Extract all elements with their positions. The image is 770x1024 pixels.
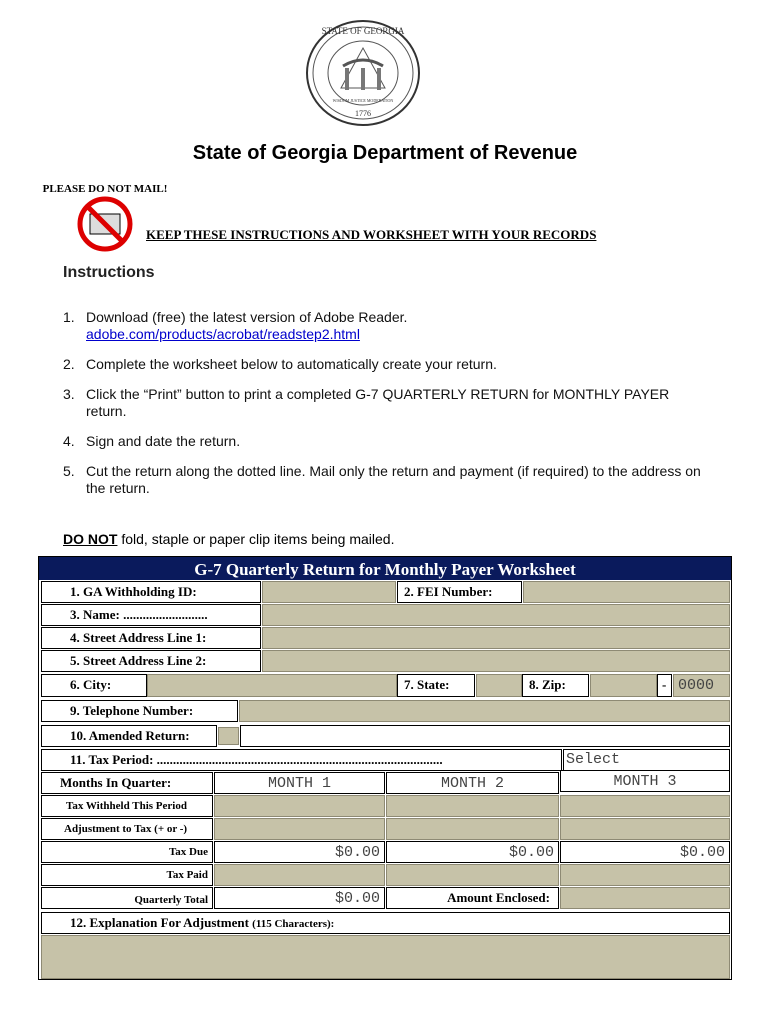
withholding-id-label: 1. GA Withholding ID: (41, 581, 261, 603)
fei-number-input[interactable] (523, 581, 730, 603)
tax-paid-month-2-input[interactable] (386, 864, 559, 886)
telephone-input[interactable] (239, 700, 730, 722)
seal-text: STATE OF GEORGIA (321, 26, 405, 36)
tax-due-month-1: $0.00 (214, 841, 385, 863)
list-item: 4. Sign and date the return. (63, 433, 241, 449)
list-item: 2. Complete the worksheet below to automatically create your return. (63, 356, 497, 372)
amended-return-checkbox[interactable] (218, 727, 239, 745)
explanation-textarea[interactable] (41, 935, 730, 979)
worksheet-title: G-7 Quarterly Return for Monthly Payer Worksheet (39, 557, 731, 580)
month-3-header: MONTH 3 (560, 770, 730, 792)
state-input[interactable] (476, 674, 522, 697)
city-label: 6. City: (41, 674, 147, 697)
city-input[interactable] (147, 674, 397, 697)
street-line2-label: 5. Street Address Line 2: (41, 650, 261, 672)
telephone-label: 9. Telephone Number: (41, 700, 238, 722)
tax-due-month-2: $0.00 (386, 841, 559, 863)
adjustment-month-3-input[interactable] (560, 818, 730, 840)
zip-extension-input[interactable]: 0000 (673, 674, 730, 697)
street-line1-label: 4. Street Address Line 1: (41, 627, 261, 649)
keep-records-notice: KEEP THESE INSTRUCTIONS AND WORKSHEET WITH YOUR RECORDS (146, 227, 597, 242)
month-2-header: MONTH 2 (386, 772, 559, 794)
instructions-heading: Instructions (63, 264, 155, 281)
zip-label: 8. Zip: (522, 674, 589, 697)
withholding-id-input[interactable] (262, 581, 396, 603)
list-item: 3. Click the “Print” button to print a completed G-7 QUARTERLY RETURN for MONTHLY PAYER return. (63, 386, 670, 419)
month-1-header: MONTH 1 (214, 772, 385, 794)
amended-row-fill (240, 725, 730, 747)
do-not-mail-stamp (42, 178, 168, 258)
instructions-list (63, 309, 703, 510)
zip-dash: - (657, 674, 672, 697)
stamp-text: PLEASE DO NOT MAIL! (42, 183, 168, 195)
georgia-state-seal (303, 18, 423, 128)
page-title: State of Georgia Department of Revenue (192, 142, 578, 164)
adjustment-label: Adjustment to Tax (+ or -) (41, 818, 213, 840)
tax-due-month-3: $0.00 (560, 841, 730, 863)
list-item: 1. Download (free) the latest version of Adobe Reader. adobe.com/products/acrobat/readstep2.html (63, 309, 408, 342)
explanation-label: 12. Explanation For Adjustment (115 Characters): (41, 912, 730, 934)
amount-enclosed-label: Amount Enclosed: (386, 887, 559, 909)
name-input[interactable] (262, 604, 730, 626)
months-in-quarter-label: Months In Quarter: (41, 772, 213, 794)
zip-input[interactable] (590, 674, 657, 697)
name-label: 3. Name: .......................... (41, 604, 261, 626)
tax-paid-month-3-input[interactable] (560, 864, 730, 886)
tax-period-label: 11. Tax Period: ........................................................................................ (41, 749, 562, 771)
adobe-reader-link[interactable]: adobe.com/products/acrobat/readstep2.html (86, 326, 360, 342)
worksheet (38, 556, 732, 980)
quarterly-total-label: Quarterly Total (41, 887, 213, 909)
state-label: 7. State: (397, 674, 475, 697)
tax-withheld-month-3-input[interactable] (560, 795, 730, 817)
tax-withheld-month-1-input[interactable] (214, 795, 385, 817)
tax-paid-label: Tax Paid (41, 864, 213, 886)
tax-withheld-month-2-input[interactable] (386, 795, 559, 817)
tax-withheld-label: Tax Withheld This Period (41, 795, 213, 817)
tax-paid-month-1-input[interactable] (214, 864, 385, 886)
adjustment-month-1-input[interactable] (214, 818, 385, 840)
quarterly-total-value: $0.00 (214, 887, 385, 909)
amended-return-label: 10. Amended Return: (41, 725, 217, 747)
list-item: 5. Cut the return along the dotted line. Mail only the return and payment (if required) to the address on the return. (63, 463, 701, 496)
seal-year: 1776 (355, 109, 371, 118)
fei-number-label: 2. FEI Number: (397, 581, 522, 603)
adjustment-month-2-input[interactable] (386, 818, 559, 840)
tax-period-select[interactable]: Select (563, 749, 730, 771)
do-not-fold-notice: DO NOT fold, staple or paper clip items being mailed. (63, 531, 395, 547)
tax-due-label: Tax Due (41, 841, 213, 863)
amount-enclosed-input[interactable] (560, 887, 730, 909)
street-line2-input[interactable] (262, 650, 730, 672)
street-line1-input[interactable] (262, 627, 730, 649)
seal-motto: WISDOM JUSTICE MODERATION (332, 98, 394, 103)
